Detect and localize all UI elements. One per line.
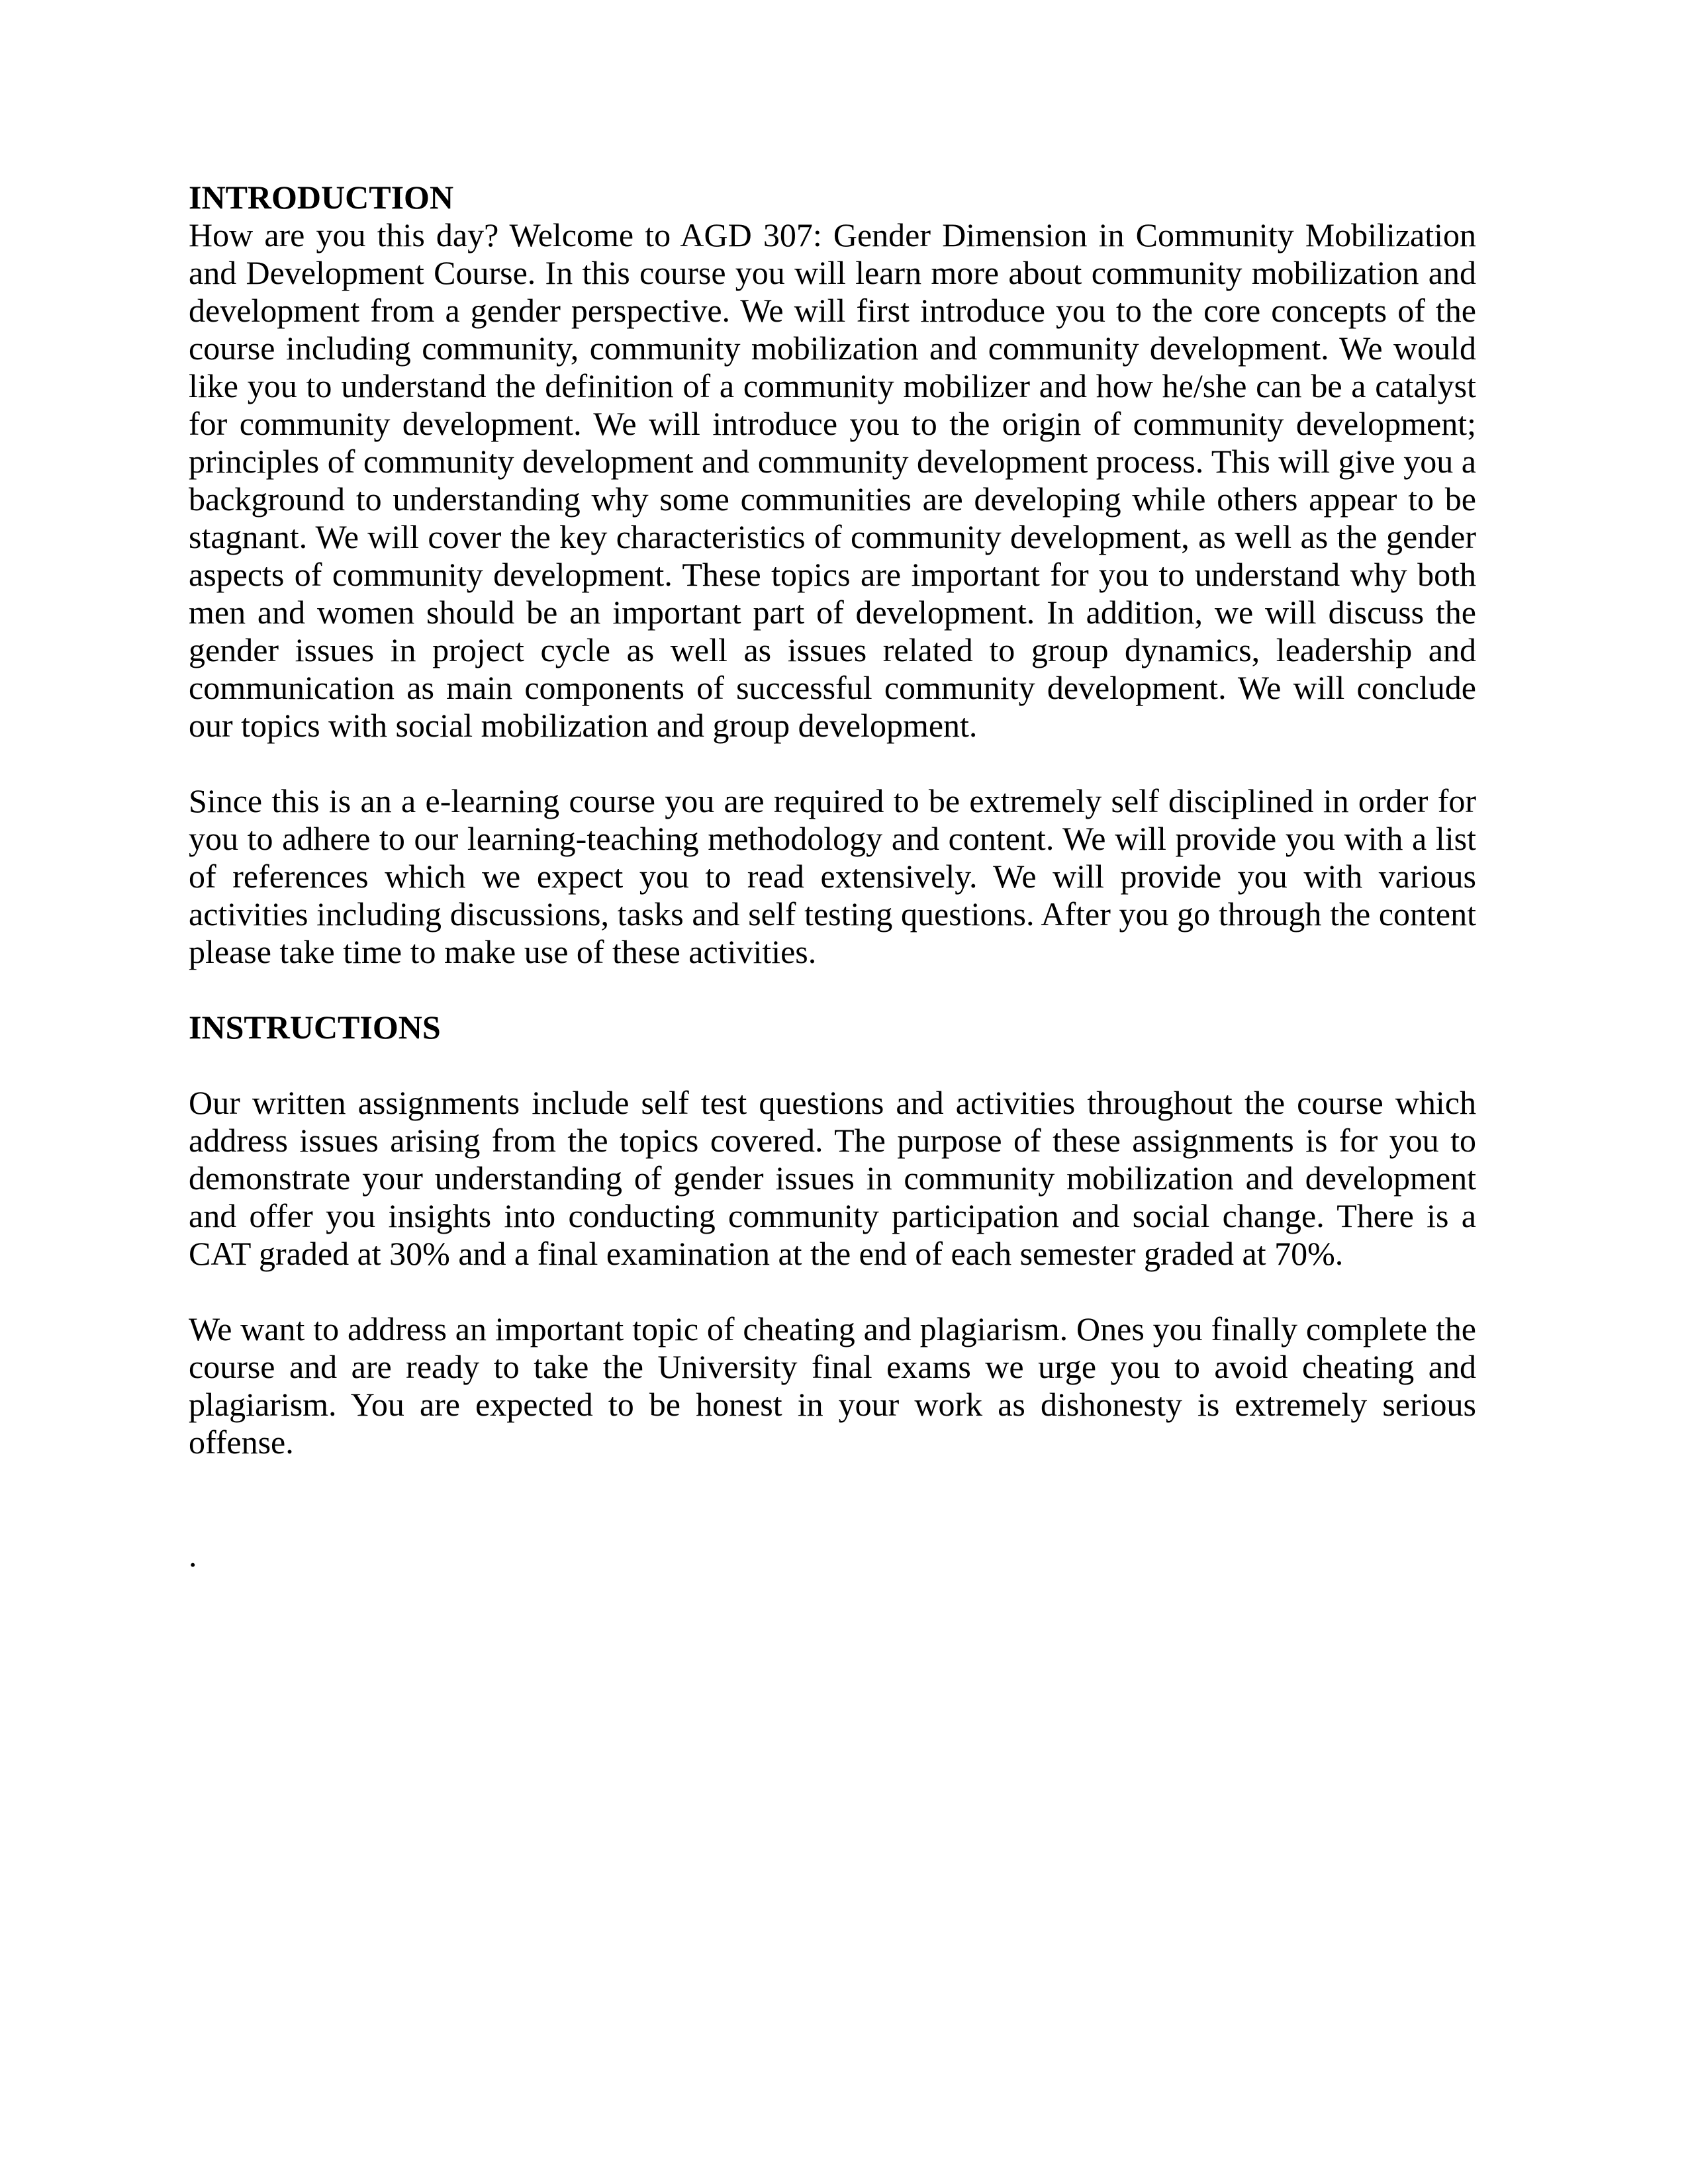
section-instructions: [189, 1009, 1476, 1461]
instructions-heading: INSTRUCTIONS: [189, 1009, 441, 1046]
introduction-paragraph-2: Since this is an a e-learning course you are required to be extremely self disciplined in order for you to adhere to our learning-teaching methodology and content. We will provide you with a list of references which we expect you to read extensively. We will provide you with various activities including discussions, tasks and self testing questions. After you go through the content please take time to make use of these activities.: [189, 782, 1476, 970]
instructions-paragraph-1: Our written assignments include self test questions and activities throughout the course which address issues arising from the topics covered. The purpose of these assignments is for you to demonstrate your understanding of gender issues in community mobilization and development and offer you insights into conducting community participation and social change. There is a CAT graded at 30% and a final examination at the end of each semester graded at 70%.: [189, 1084, 1476, 1272]
introduction-heading: INTRODUCTION: [189, 179, 454, 216]
introduction-paragraph-1: How are you this day? Welcome to AGD 307: Gender Dimension in Community Mobilization and Development Course. In this course you will learn more about community mobilization and development from a gender perspective. We will first introduce you to the core concepts of the course including community, community mobilization and community development. We would like you to understand the definition of a community mobilizer and how he/she can be a catalyst for community development. We will introduce you to the origin of community development; principles of community development and community development process. This will give you a background to understanding why some communities are developing while others appear to be stagnant. We will cover the key characteristics of community development, as well as the gender aspects of community development. These topics are important for you to understand why both men and women should be an important part of development. In addition, we will discuss the gender issues in project cycle as well as issues related to group dynamics, leadership and communication as main components of successful community development. We will conclude our topics with social mobilization and group development.: [189, 216, 1476, 744]
instructions-paragraph-2: We want to address an important topic of cheating and plagiarism. Ones you finally complete the course and are ready to take the University final exams we urge you to avoid cheating and plagiarism. You are expected to be honest in your work as dishonesty is extremely serious offense.: [189, 1310, 1476, 1461]
section-introduction: [189, 179, 1476, 971]
trailing-period: .: [189, 1537, 197, 1574]
